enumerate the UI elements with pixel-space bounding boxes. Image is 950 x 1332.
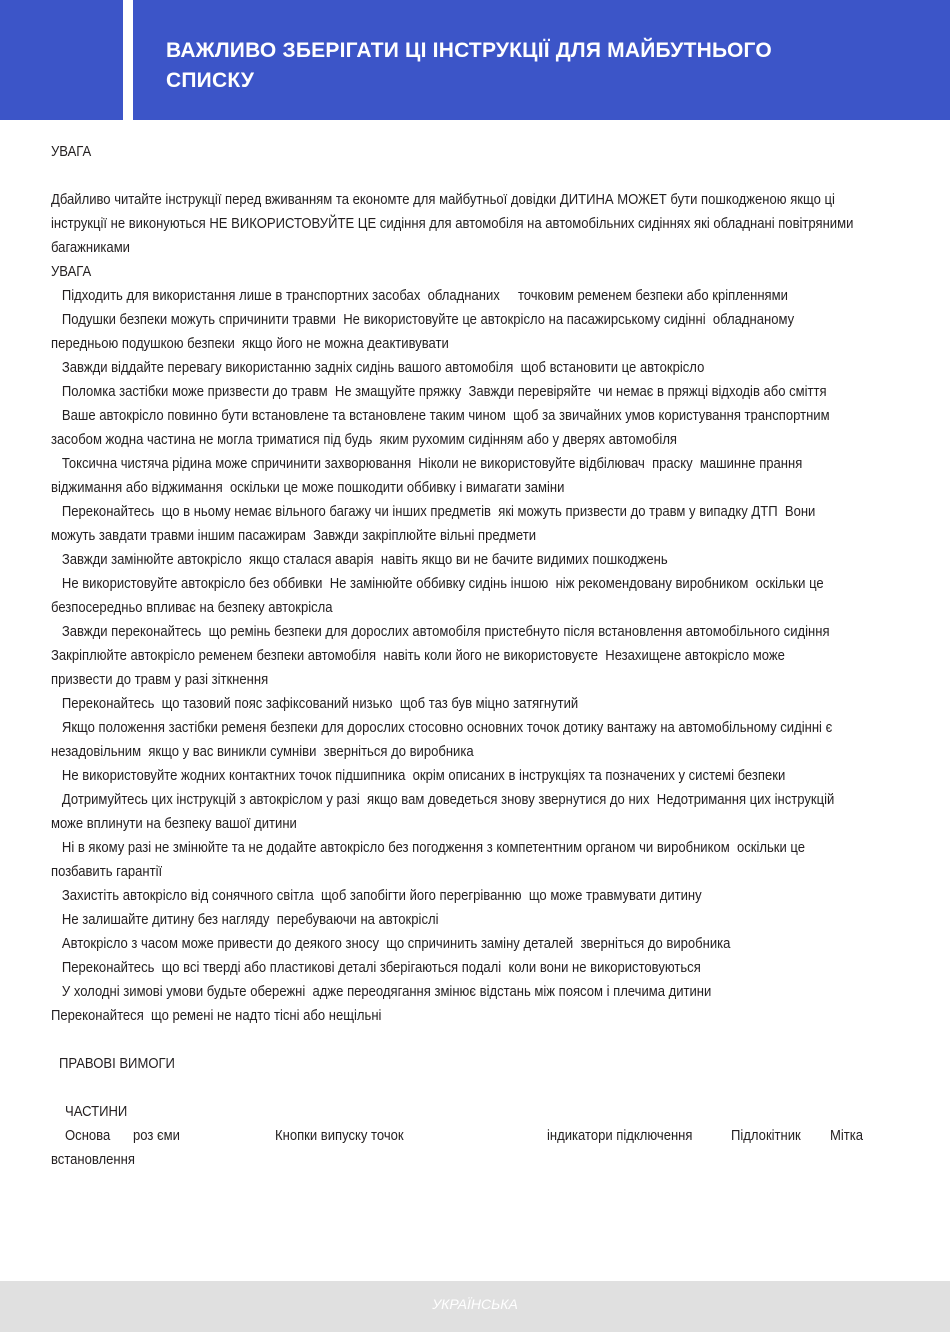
- warning-line: Переконайтесь що в ньому немає вільного багажу чи інших предметів які можуть призвести до травм у випадку ДТП Вони: [51, 503, 816, 520]
- page-title-line-1: ВАЖЛИВО ЗБЕРІГАТИ ЦІ ІНСТРУКЦІЇ ДЛЯ МАЙБУТНЬОГО: [166, 39, 772, 62]
- warning-line: можуть завдати травми іншим пасажирам Завжди закріплюйте вільні предмети: [51, 527, 537, 544]
- part-label: Мітка: [830, 1127, 864, 1144]
- warning-line: незадовільним якщо у вас виникли сумніви зверніться до виробника: [51, 743, 474, 760]
- warning-line: Ваше автокрісло повинно бути встановлене та встановлене таким чином щоб за звичайних умов користування транспортним: [51, 407, 830, 424]
- legal-heading: ПРАВОВІ ВИМОГИ: [59, 1055, 175, 1072]
- warning-line: Якщо положення застібки ременя безпеки для дорослих стосовно основних точок дотику вантажу на автомобільному сидінні є: [51, 719, 833, 736]
- warning-line: Переконайтеся що ремені не надто тісні або нещільні: [51, 1007, 382, 1024]
- header-banner-accent: [0, 0, 123, 120]
- intro-line: інструкції не виконуються НЕ ВИКОРИСТОВУЙТЕ ЦЕ сидіння для автомобіля на автомобільних сидіннях які обладнані повітряними: [51, 215, 854, 232]
- footer-bar: [0, 1281, 950, 1332]
- page-title: [166, 36, 906, 96]
- part-install: встановлення: [51, 1151, 135, 1168]
- warning-line: віджимання або віджимання оскільки це може пошкодити оббивку і вимагати заміни: [51, 479, 565, 496]
- warning-line: позбавить гарантії: [51, 863, 163, 880]
- warning-list: [51, 284, 911, 1028]
- warning-line: Токсична чистяча рідина може спричинити захворювання Ніколи не використовуйте відбілювач праску машинне прання: [51, 455, 803, 472]
- part-base: Основа: [65, 1127, 111, 1144]
- footer-language: УКРАЇНСЬКА: [432, 1296, 518, 1312]
- page-title-line-2: СПИСКУ: [166, 69, 255, 92]
- parts-row: [51, 1124, 911, 1148]
- part-indicators: індикатори підключення: [547, 1127, 693, 1144]
- warning-line: Не використовуйте жодних контактних точок підшипника окрім описаних в інструкціях та позначених у системі безпеки: [51, 767, 786, 784]
- warning-line: безпосередньо впливає на безпеку автокрісла: [51, 599, 333, 616]
- warning-line: Подушки безпеки можуть спричинити травми Не використовуйте це автокрісло на пасажирському сидінні обладнаному: [51, 311, 795, 328]
- warning-line: Підходить для використання лише в транспортних засобах обладнаних точковим ременем безпеки або кріпленнями: [51, 287, 788, 304]
- warning-line: Переконайтесь що всі тверді або пластикові деталі зберігаються подалі коли вони не використовуються: [51, 959, 701, 976]
- intro-line: багажниками: [51, 239, 130, 256]
- part-release-buttons: Кнопки випуску точок: [275, 1127, 404, 1144]
- warning-line: Не використовуйте автокрісло без оббивки Не замінюйте оббивку сидінь іншою ніж рекомендовану виробником оскільки це: [51, 575, 824, 592]
- part-connector: роз єми: [133, 1127, 180, 1144]
- warning-line: Автокрісло з часом може привести до деякого зносу що спричинить заміну деталей зверніться до виробника: [51, 935, 731, 952]
- warning-line: засобом жодна частина не могла триматися під будь яким рухомим сидінням або у дверях автомобіля: [51, 431, 678, 448]
- warning-line: Завжди замінюйте автокрісло якщо сталася аварія навіть якщо ви не бачите видимих пошкоджень: [51, 551, 668, 568]
- parts-heading: ЧАСТИНИ: [65, 1103, 128, 1120]
- warning-line: призвести до травм у разі зіткнення: [51, 671, 269, 688]
- warning-line: Закріплюйте автокрісло ременем безпеки автомобіля навіть коли його не використовуєте Незахищене автокрісло може: [51, 647, 785, 664]
- warning-heading: УВАГА: [51, 143, 92, 160]
- document-body: [51, 140, 911, 1172]
- warning-line: У холодні зимові умови будьте обережні адже переодягання змінює відстань між поясом і плечима дитини: [51, 983, 712, 1000]
- warning-line: передньою подушкою безпеки якщо його не можна деактивувати: [51, 335, 449, 352]
- warning-line: Не залишайте дитину без нагляду перебуваючи на автокріслі: [51, 911, 439, 928]
- warning-line: Ні в якому разі не змінюйте та не додайте автокрісло без погодження з компетентним органом чи виробником оскільки це: [51, 839, 806, 856]
- warning-line: Завжди переконайтесь що ремінь безпеки для дорослих автомобіля пристебнуто після встановлення автомобільного сидіння: [51, 623, 830, 640]
- warning-line: Захистіть автокрісло від сонячного світла щоб запобігти його перегріванню що може травмувати дитину: [51, 887, 702, 904]
- warning-line: Поломка застібки може призвести до травм Не змащуйте пряжку Завжди перевіряйте чи немає в пряжці відходів або сміття: [51, 383, 827, 400]
- part-armrest: Підлокітник: [731, 1127, 801, 1144]
- warning-line: Переконайтесь що тазовий пояс зафіксований низько щоб таз був міцно затягнутий: [51, 695, 579, 712]
- warning-heading: УВАГА: [51, 263, 92, 280]
- warning-line: може вплинути на безпеку вашої дитини: [51, 815, 297, 832]
- warning-line: Дотримуйтесь цих інструкцій з автокріслом у разі якщо вам доведеться знову звернутися до них Недотримання цих інструкцій: [51, 791, 835, 808]
- warning-line: Завжди віддайте перевагу використанню задніх сидінь вашого автомобіля щоб встановити це автокрісло: [51, 359, 705, 376]
- intro-line: Дбайливо читайте інструкції перед вживанням та економте для майбутньої довідки ДИТИНА МОЖЕТ бути пошкодженою якщо ці: [51, 191, 835, 208]
